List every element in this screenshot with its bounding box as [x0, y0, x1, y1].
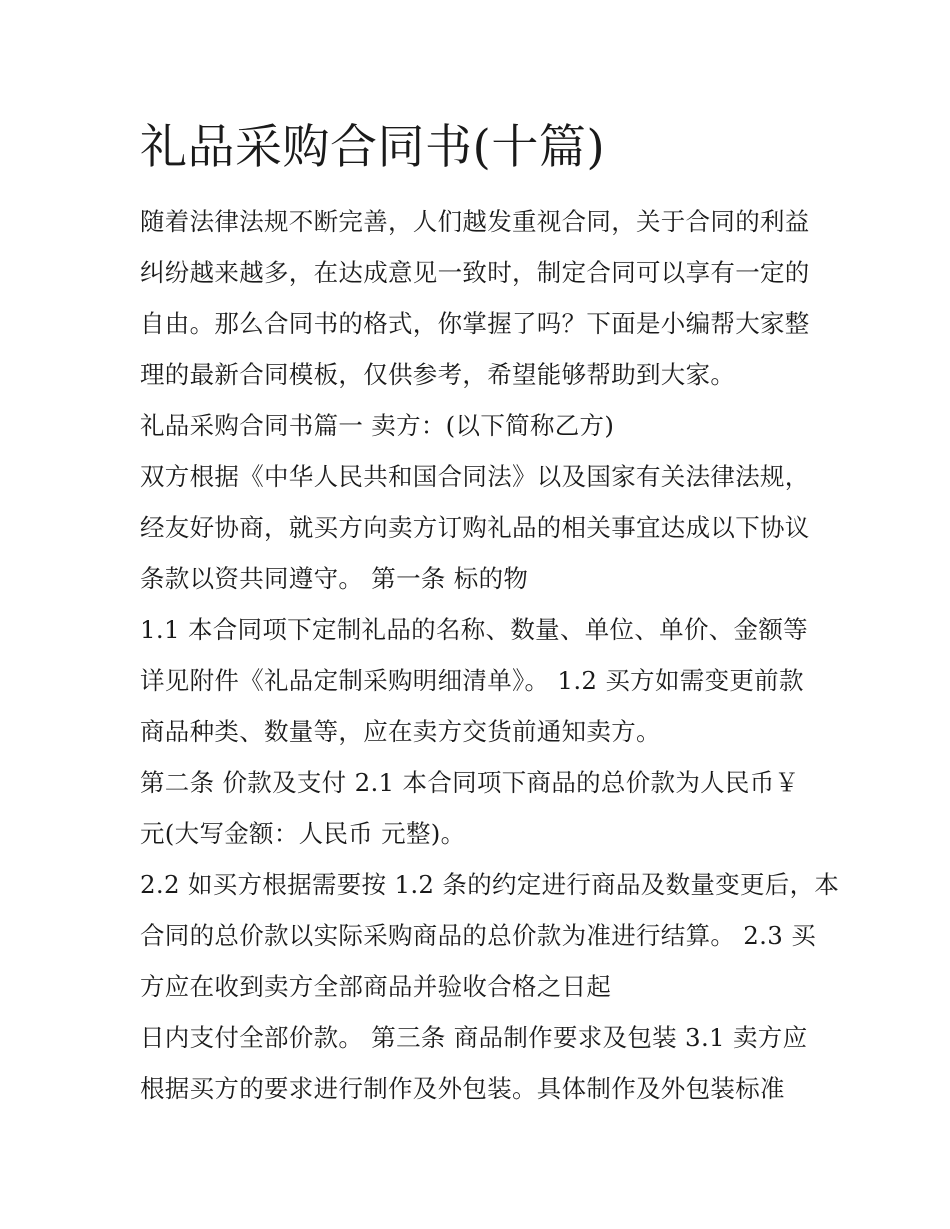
body-line: 1.1 本合同项下定制礼品的名称、数量、单位、单价、金额等 [140, 615, 808, 644]
body-line: 元(大写金额：人民币 元整)。 [140, 819, 466, 848]
body-line: 纠纷越来越多，在达成意见一致时，制定合同可以享有一定的 [140, 258, 810, 287]
body-line: 日内支付全部价款。 第三条 商品制作要求及包装 3.1 卖方应 [140, 1023, 808, 1052]
body-line: 详见附件《礼品定制采购明细清单》。 1.2 买方如需变更前款 [140, 666, 804, 695]
body-line: 礼品采购合同书篇一 卖方：(以下简称乙方) [140, 411, 615, 440]
body-line: 自由。那么合同书的格式，你掌握了吗？下面是小编帮大家整 [140, 309, 810, 338]
body-line: 商品种类、数量等，应在卖方交货前通知卖方。 [140, 717, 661, 746]
body-line: 随着法律法规不断完善，人们越发重视合同，关于合同的利益 [140, 207, 810, 236]
body-line: 2.2 如买方根据需要按 1.2 条的约定进行商品及数量变更后，本 [140, 870, 840, 899]
body-line: 理的最新合同模板，仅供参考，希望能够帮助到大家。 [140, 360, 736, 389]
body-line: 双方根据《中华人民共和国合同法》以及国家有关法律法规， [140, 462, 810, 491]
body-line: 根据买方的要求进行制作及外包装。具体制作及外包装标准 [140, 1074, 785, 1103]
body-line: 条款以资共同遵守。 第一条 标的物 [140, 564, 529, 593]
body-line: 合同的总价款以实际采购商品的总价款为准进行结算。 2.3 买 [140, 921, 817, 950]
body-line: 经友好协商，就买方向卖方订购礼品的相关事宜达成以下协议 [140, 513, 810, 542]
document-title: 礼品采购合同书(十篇) [140, 120, 606, 175]
body-line: 第二条 价款及支付 2.1 本合同项下商品的总价款为人民币￥ [140, 768, 800, 797]
body-line: 方应在收到卖方全部商品并验收合格之日起 [140, 972, 612, 1001]
document-body [140, 196, 840, 1114]
